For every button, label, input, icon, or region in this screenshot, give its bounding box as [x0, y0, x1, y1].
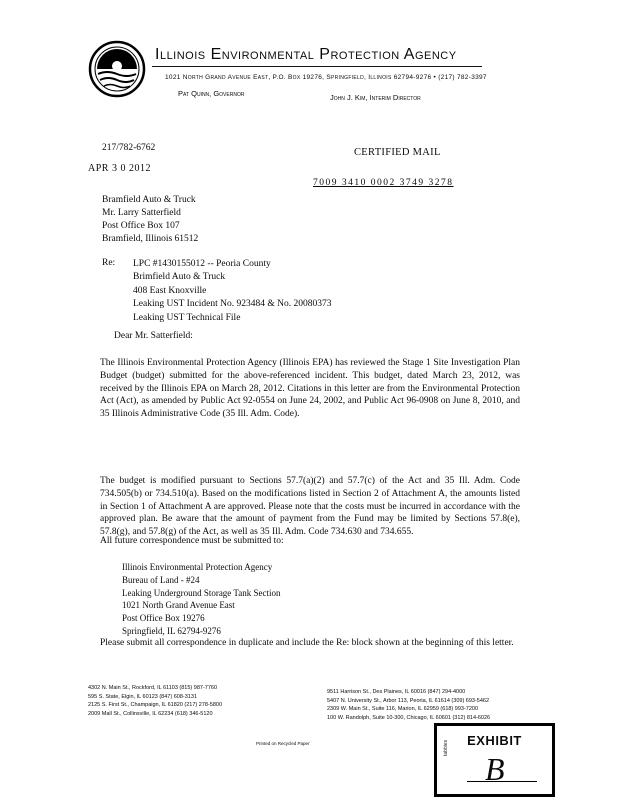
office-line: 2009 Mall St., Collinsville, IL 62234 (618) 346-5120 [88, 710, 213, 717]
agency-name: Illinois Environmental Protection Agency [155, 46, 457, 63]
governor-name: Pat Quinn, Governor [178, 89, 245, 98]
exhibit-title: EXHIBIT [467, 733, 522, 748]
body-paragraph-3: All future correspondence must be submitted to: [100, 536, 284, 546]
re-line: LPC #1430155012 -- Peoria County [133, 259, 271, 269]
letterhead-divider [152, 66, 482, 67]
office-line: 4302 N. Main St., Rockford, IL 61103 (815) 987-7760 [88, 685, 218, 691]
illinois-epa-seal-icon [88, 40, 146, 98]
certified-mail-label: CERTIFIED MAIL [354, 147, 441, 158]
tracking-number: 7009 3410 0002 3749 3278 [313, 178, 454, 188]
recipient-line: Bramfield, Illinois 61512 [102, 234, 199, 244]
recipient-line: Mr. Larry Satterfield [102, 208, 181, 218]
exhibit-value: B [485, 751, 505, 787]
mailing-line: Post Office Box 19276 [122, 613, 205, 624]
re-line: 408 East Knoxville [133, 285, 207, 296]
body-paragraph-4: Please submit all correspondence in duplicate and include the Re: block shown at the beginning of this letter. [100, 638, 514, 648]
recycled-paper-note: Printed on Recycled Paper [256, 741, 310, 746]
mailing-line: 1021 North Grand Avenue East [122, 600, 235, 611]
mailing-line: Springfield, IL 62794-9276 [122, 625, 221, 636]
mailing-line: Illinois Environmental Protection Agency [122, 562, 273, 572]
agency-address: 1021 North Grand Avenue East, P.O. Box 19276, Springfield, Illinois 62794-9276 • (217) 782-3397 [165, 74, 487, 81]
footer-offices-right [327, 688, 517, 722]
footer-offices-left [88, 684, 268, 718]
recipient-line: Bramfield Auto & Truck [102, 195, 196, 205]
office-line: 100 W. Randolph, Suite 10-300, Chicago, IL 60601 (312) 814-6026 [327, 714, 491, 721]
recipient-line: Post Office Box 107 [102, 221, 180, 231]
exhibit-sticker [434, 723, 555, 797]
office-line: 9511 Harrison St., Des Plaines, IL 60016 (847) 294-4000 [327, 689, 466, 695]
re-line: Brimfield Auto & Truck [133, 272, 226, 283]
office-line: 2309 W. Main St., Suite 116, Marion, IL 62959 (618) 993-7200 [327, 706, 479, 712]
mailing-line: Leaking Underground Storage Tank Section [122, 587, 281, 598]
exhibit-underline [467, 781, 537, 782]
re-line: Leaking UST Technical File [133, 312, 241, 323]
director-name: John J. Kim, Interim Director [330, 93, 421, 102]
mailing-address [122, 561, 281, 638]
phone-number: 217/782-6762 [102, 143, 156, 153]
salutation: Dear Mr. Satterfield: [114, 331, 193, 341]
body-paragraph-1: The Illinois Environmental Protection Agency (Illinois EPA) has reviewed the Stage 1 Site Investigation Plan Budget (budget) submitted for the above-referenced incident. This budget, dated March 23, 2012, was received by the Illinois EPA on March 28, 2012. Citations in this letter are from the Environmental Protection Act (Act), as amended by Public Act 92-0554 on June 24, 2002, and Public Act 96-0908 on June 8, 2010, and 35 Illinois Administrative Code (35 Ill. Adm. Code). [100, 358, 520, 420]
re-line: Leaking UST Incident No. 923484 & No. 20080373 [133, 299, 332, 310]
mailing-line: Bureau of Land - #24 [122, 574, 200, 585]
office-line: 2125 S. First St., Champaign, IL 61820 (217) 278-5800 [88, 702, 223, 708]
re-block [133, 258, 332, 325]
body-paragraph-2: The budget is modified pursuant to Sections 57.7(a)(2) and 57.7(c) of the Act and 35 Ill. Adm. Code 734.505(b) or 734.510(a). Based on the modifications listed in Section 2 of Attachment A, the amounts listed in Section 1 of Attachment A are approved. Please note that the costs must be incurred in accordance with the approved plan. Be aware that the amount of payment from the Fund may be limited by Sections 57.8(e), 57.8(g), and 57.8(g) of the Act, as well as 35 Ill. Adm. Code 734.630 and 734.655. [100, 476, 520, 538]
date-stamp: APR 3 0 2012 [88, 163, 151, 174]
office-line: 5407 N. University St., Arbor 113, Peoria, IL 61614 (309) 693-5462 [327, 697, 490, 704]
recipient-address [102, 194, 198, 246]
exhibit-side-label: tabbies [443, 739, 449, 756]
office-line: 595 S. State, Elgin, IL 60123 (847) 608-3131 [88, 693, 197, 700]
re-label: Re: [102, 258, 116, 268]
